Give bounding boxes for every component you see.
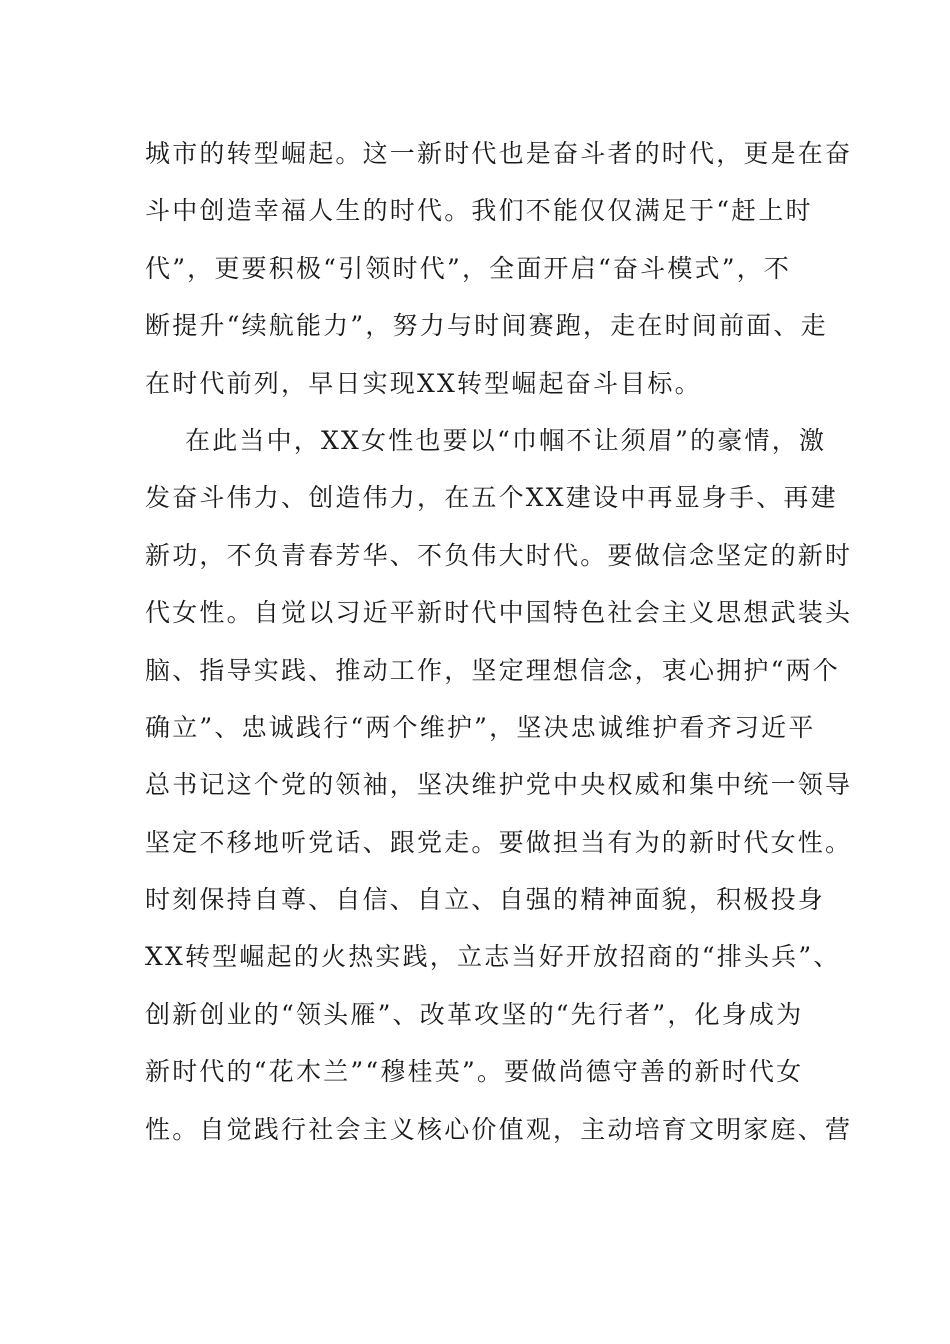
- text-line: 脑、指导实践、推动工作，坚定理想信念，衷心拥护“两个: [145, 655, 840, 685]
- paragraph-start-line: 在此当中，XX女性也要以“巾帼不让须眉”的豪情，激: [185, 425, 827, 455]
- body-text: [145, 125, 853, 1158]
- text-line: 城市的转型崛起。这一新时代也是奋斗者的时代，更是在奋: [145, 139, 853, 168]
- text-line: 性。自觉践行社会主义核心价值观，主动培育文明家庭、营: [145, 1114, 853, 1144]
- text-line: 断提升“续航能力”，努力与时间赛跑，走在时间前面、走: [145, 311, 828, 341]
- text-line: 坚定不移地听党话、跟党走。要做担当有为的新时代女性。: [145, 827, 853, 857]
- text-line: 在时代前列，早日实现XX转型崛起奋斗目标。: [145, 368, 702, 398]
- text-line: 确立”、忠诚践行“两个维护”，坚决忠诚维护看齐习近平: [145, 712, 816, 742]
- text-line: 斗中创造幸福人生的时代。我们不能仅仅满足于“赶上时: [145, 196, 813, 226]
- text-line: 新功，不负青春芳华、不负伟大时代。要做信念坚定的新时: [145, 540, 853, 570]
- text-line: 代女性。自觉以习近平新时代中国特色社会主义思想武装头: [145, 598, 853, 628]
- text-line: XX转型崛起的火热实践，立志当好开放招商的“排头兵”、: [145, 942, 841, 972]
- text-line: 创新创业的“领头雁”、改革攻坚的“先行者”，化身成为: [145, 999, 804, 1029]
- text-line: 总书记这个党的领袖，坚决维护党中央权威和集中统一领导: [145, 770, 853, 800]
- text-line: 代”，更要积极“引领时代”，全面开启“奋斗模式”，不: [145, 253, 792, 283]
- text-line: 新时代的“花木兰”“穆桂英”。要做尚德守善的新时代女: [145, 1057, 804, 1087]
- text-line: 时刻保持自尊、自信、自立、自强的精神面貌，积极投身: [145, 885, 826, 915]
- text-line: 发奋斗伟力、创造伟力，在五个XX建设中再显身手、再建: [145, 483, 838, 513]
